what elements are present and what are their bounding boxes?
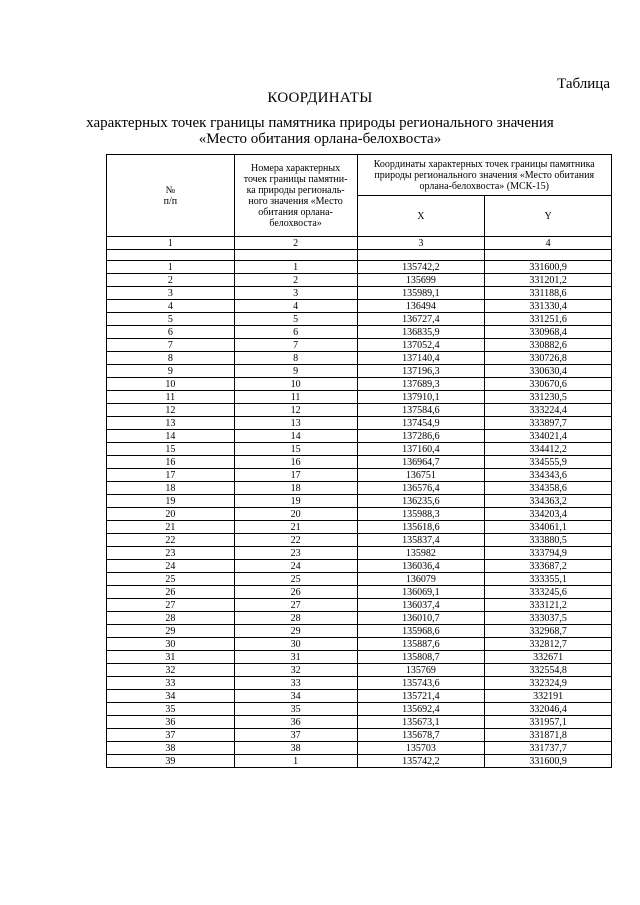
y-coordinate-cell: 331600,9 bbox=[485, 755, 612, 768]
x-coordinate-cell: 135988,3 bbox=[357, 508, 485, 521]
row-number-cell: 33 bbox=[107, 677, 235, 690]
point-number-cell: 20 bbox=[234, 508, 357, 521]
table-row bbox=[107, 378, 612, 391]
table-row bbox=[107, 404, 612, 417]
y-coordinate-cell: 334343,6 bbox=[485, 469, 612, 482]
table-row bbox=[107, 508, 612, 521]
y-coordinate-cell: 332554,8 bbox=[485, 664, 612, 677]
table-row bbox=[107, 690, 612, 703]
point-number-cell: 17 bbox=[234, 469, 357, 482]
point-number-cell: 23 bbox=[234, 547, 357, 560]
row-number-cell: 15 bbox=[107, 443, 235, 456]
point-number-cell: 10 bbox=[234, 378, 357, 391]
row-number-cell: 35 bbox=[107, 703, 235, 716]
y-coordinate-cell: 331737,7 bbox=[485, 742, 612, 755]
coordinates-table bbox=[106, 154, 612, 768]
y-coordinate-cell: 333687,2 bbox=[485, 560, 612, 573]
row-number-cell: 32 bbox=[107, 664, 235, 677]
y-coordinate-cell: 330670,6 bbox=[485, 378, 612, 391]
point-number-cell: 1 bbox=[234, 755, 357, 768]
row-number-cell: 26 bbox=[107, 586, 235, 599]
row-number-cell: 34 bbox=[107, 690, 235, 703]
row-number-cell: 12 bbox=[107, 404, 235, 417]
y-coordinate-cell: 332324,9 bbox=[485, 677, 612, 690]
table-row bbox=[107, 651, 612, 664]
table-row bbox=[107, 313, 612, 326]
table-row bbox=[107, 495, 612, 508]
row-number-cell: 16 bbox=[107, 456, 235, 469]
y-coordinate-cell: 333245,6 bbox=[485, 586, 612, 599]
point-number-cell: 37 bbox=[234, 729, 357, 742]
row-number-cell: 19 bbox=[107, 495, 235, 508]
row-number-cell: 4 bbox=[107, 300, 235, 313]
y-coordinate-cell: 330630,4 bbox=[485, 365, 612, 378]
row-number-cell: 11 bbox=[107, 391, 235, 404]
y-coordinate-cell: 334021,4 bbox=[485, 430, 612, 443]
point-number-cell: 7 bbox=[234, 339, 357, 352]
column-number: 3 bbox=[357, 237, 485, 250]
y-coordinate-cell: 331188,6 bbox=[485, 287, 612, 300]
row-number-cell: 7 bbox=[107, 339, 235, 352]
y-coordinate-cell: 333880,5 bbox=[485, 534, 612, 547]
header-point-number: Номера характерных точек границы памятни-ка природы региональ-ного значения «Место обитания орлана-белохвоста» bbox=[234, 155, 357, 237]
row-number-cell: 24 bbox=[107, 560, 235, 573]
table-row bbox=[107, 703, 612, 716]
point-number-cell: 11 bbox=[234, 391, 357, 404]
spacer-cell bbox=[485, 250, 612, 261]
row-number-cell: 36 bbox=[107, 716, 235, 729]
column-number: 2 bbox=[234, 237, 357, 250]
x-coordinate-cell: 137584,6 bbox=[357, 404, 485, 417]
row-number-cell: 37 bbox=[107, 729, 235, 742]
point-number-cell: 21 bbox=[234, 521, 357, 534]
subtitle-line-2: «Место обитания орлана-белохвоста» bbox=[198, 131, 442, 147]
x-coordinate-cell: 136751 bbox=[357, 469, 485, 482]
point-number-cell: 8 bbox=[234, 352, 357, 365]
y-coordinate-cell: 330882,6 bbox=[485, 339, 612, 352]
x-coordinate-cell: 137140,4 bbox=[357, 352, 485, 365]
table-row bbox=[107, 729, 612, 742]
y-coordinate-cell: 334358,6 bbox=[485, 482, 612, 495]
y-coordinate-cell: 334061,1 bbox=[485, 521, 612, 534]
row-number-cell: 31 bbox=[107, 651, 235, 664]
row-number-cell: 18 bbox=[107, 482, 235, 495]
row-number-cell: 3 bbox=[107, 287, 235, 300]
row-number-cell: 23 bbox=[107, 547, 235, 560]
x-coordinate-cell: 135982 bbox=[357, 547, 485, 560]
x-coordinate-cell: 137160,4 bbox=[357, 443, 485, 456]
row-number-cell: 20 bbox=[107, 508, 235, 521]
y-coordinate-cell: 332968,7 bbox=[485, 625, 612, 638]
row-number-cell: 9 bbox=[107, 365, 235, 378]
table-row bbox=[107, 599, 612, 612]
x-coordinate-cell: 135989,1 bbox=[357, 287, 485, 300]
point-number-cell: 5 bbox=[234, 313, 357, 326]
table-row bbox=[107, 547, 612, 560]
point-number-cell: 28 bbox=[234, 612, 357, 625]
y-coordinate-cell: 334203,4 bbox=[485, 508, 612, 521]
y-coordinate-cell: 332046,4 bbox=[485, 703, 612, 716]
spacer-cell bbox=[357, 250, 485, 261]
subtitle-line-1: характерных точек границы памятника природы регионального значения bbox=[86, 115, 554, 131]
x-coordinate-cell: 136079 bbox=[357, 573, 485, 586]
table-row bbox=[107, 430, 612, 443]
table-row bbox=[107, 742, 612, 755]
table-row bbox=[107, 443, 612, 456]
spacer-row bbox=[107, 250, 612, 261]
x-coordinate-cell: 135703 bbox=[357, 742, 485, 755]
header-x: X bbox=[357, 196, 485, 237]
row-number-cell: 30 bbox=[107, 638, 235, 651]
table-row bbox=[107, 638, 612, 651]
row-number-cell: 10 bbox=[107, 378, 235, 391]
y-coordinate-cell: 334412,2 bbox=[485, 443, 612, 456]
row-number-cell: 1 bbox=[107, 261, 235, 274]
point-number-cell: 15 bbox=[234, 443, 357, 456]
column-number: 1 bbox=[107, 237, 235, 250]
table-row bbox=[107, 482, 612, 495]
spacer-cell bbox=[107, 250, 235, 261]
row-number-cell: 22 bbox=[107, 534, 235, 547]
point-number-cell: 13 bbox=[234, 417, 357, 430]
row-number-cell: 6 bbox=[107, 326, 235, 339]
table-row bbox=[107, 560, 612, 573]
point-number-cell: 38 bbox=[234, 742, 357, 755]
point-number-cell: 26 bbox=[234, 586, 357, 599]
x-coordinate-cell: 137286,6 bbox=[357, 430, 485, 443]
x-coordinate-cell: 136036,4 bbox=[357, 560, 485, 573]
table-caption: Таблица bbox=[557, 76, 610, 92]
table-row bbox=[107, 664, 612, 677]
table-row bbox=[107, 391, 612, 404]
x-coordinate-cell: 136727,4 bbox=[357, 313, 485, 326]
point-number-cell: 1 bbox=[234, 261, 357, 274]
x-coordinate-cell: 135618,6 bbox=[357, 521, 485, 534]
row-number-cell: 39 bbox=[107, 755, 235, 768]
table-row bbox=[107, 261, 612, 274]
row-number-cell: 25 bbox=[107, 573, 235, 586]
x-coordinate-cell: 136964,7 bbox=[357, 456, 485, 469]
y-coordinate-cell: 334363,2 bbox=[485, 495, 612, 508]
point-number-cell: 16 bbox=[234, 456, 357, 469]
point-number-cell: 29 bbox=[234, 625, 357, 638]
x-coordinate-cell: 135837,4 bbox=[357, 534, 485, 547]
row-number-cell: 5 bbox=[107, 313, 235, 326]
y-coordinate-cell: 331330,4 bbox=[485, 300, 612, 313]
document-title: КООРДИНАТЫ bbox=[267, 90, 373, 106]
point-number-cell: 31 bbox=[234, 651, 357, 664]
row-number-cell: 14 bbox=[107, 430, 235, 443]
row-number-cell: 27 bbox=[107, 599, 235, 612]
x-coordinate-cell: 137689,3 bbox=[357, 378, 485, 391]
point-number-cell: 30 bbox=[234, 638, 357, 651]
table-row bbox=[107, 573, 612, 586]
row-number-cell: 21 bbox=[107, 521, 235, 534]
x-coordinate-cell: 136010,7 bbox=[357, 612, 485, 625]
y-coordinate-cell: 333794,9 bbox=[485, 547, 612, 560]
point-number-cell: 18 bbox=[234, 482, 357, 495]
y-coordinate-cell: 331230,5 bbox=[485, 391, 612, 404]
x-coordinate-cell: 136037,4 bbox=[357, 599, 485, 612]
table-row bbox=[107, 287, 612, 300]
y-coordinate-cell: 333355,1 bbox=[485, 573, 612, 586]
header-y: Y bbox=[485, 196, 612, 237]
x-coordinate-cell: 136069,1 bbox=[357, 586, 485, 599]
x-coordinate-cell: 135692,4 bbox=[357, 703, 485, 716]
x-coordinate-cell: 137910,1 bbox=[357, 391, 485, 404]
point-number-cell: 4 bbox=[234, 300, 357, 313]
point-number-cell: 12 bbox=[234, 404, 357, 417]
row-number-cell: 2 bbox=[107, 274, 235, 287]
x-coordinate-cell: 135742,2 bbox=[357, 261, 485, 274]
row-number-cell: 28 bbox=[107, 612, 235, 625]
y-coordinate-cell: 331871,8 bbox=[485, 729, 612, 742]
table-row bbox=[107, 339, 612, 352]
x-coordinate-cell: 135742,2 bbox=[357, 755, 485, 768]
x-coordinate-cell: 136494 bbox=[357, 300, 485, 313]
header-number: № п/п bbox=[107, 155, 235, 237]
x-coordinate-cell: 135673,1 bbox=[357, 716, 485, 729]
y-coordinate-cell: 331251,6 bbox=[485, 313, 612, 326]
y-coordinate-cell: 332812,7 bbox=[485, 638, 612, 651]
table-row bbox=[107, 352, 612, 365]
point-number-cell: 25 bbox=[234, 573, 357, 586]
table-row bbox=[107, 417, 612, 430]
table-row bbox=[107, 521, 612, 534]
point-number-cell: 2 bbox=[234, 274, 357, 287]
table-row bbox=[107, 456, 612, 469]
header-coordinates: Координаты характерных точек границы памятника природы регионального значения «Место обитания орлана-белохвоста» (МСК-15) bbox=[357, 155, 612, 196]
y-coordinate-cell: 330726,8 bbox=[485, 352, 612, 365]
point-number-cell: 36 bbox=[234, 716, 357, 729]
table-row bbox=[107, 274, 612, 287]
table-row bbox=[107, 469, 612, 482]
y-coordinate-cell: 332671 bbox=[485, 651, 612, 664]
x-coordinate-cell: 135743,6 bbox=[357, 677, 485, 690]
table-row bbox=[107, 586, 612, 599]
table-row bbox=[107, 677, 612, 690]
x-coordinate-cell: 135808,7 bbox=[357, 651, 485, 664]
y-coordinate-cell: 333121,2 bbox=[485, 599, 612, 612]
column-number: 4 bbox=[485, 237, 612, 250]
point-number-cell: 22 bbox=[234, 534, 357, 547]
document-subtitle bbox=[0, 115, 640, 147]
x-coordinate-cell: 135769 bbox=[357, 664, 485, 677]
point-number-cell: 9 bbox=[234, 365, 357, 378]
row-number-cell: 8 bbox=[107, 352, 235, 365]
x-coordinate-cell: 135678,7 bbox=[357, 729, 485, 742]
x-coordinate-cell: 137052,4 bbox=[357, 339, 485, 352]
y-coordinate-cell: 331957,1 bbox=[485, 716, 612, 729]
table-row bbox=[107, 625, 612, 638]
x-coordinate-cell: 137454,9 bbox=[357, 417, 485, 430]
table-row bbox=[107, 716, 612, 729]
x-coordinate-cell: 135721,4 bbox=[357, 690, 485, 703]
table-row bbox=[107, 326, 612, 339]
y-coordinate-cell: 334555,9 bbox=[485, 456, 612, 469]
point-number-cell: 35 bbox=[234, 703, 357, 716]
x-coordinate-cell: 136235,6 bbox=[357, 495, 485, 508]
table-row bbox=[107, 365, 612, 378]
y-coordinate-cell: 333897,7 bbox=[485, 417, 612, 430]
point-number-cell: 32 bbox=[234, 664, 357, 677]
table-row bbox=[107, 534, 612, 547]
point-number-cell: 6 bbox=[234, 326, 357, 339]
point-number-cell: 3 bbox=[234, 287, 357, 300]
y-coordinate-cell: 330968,4 bbox=[485, 326, 612, 339]
row-number-cell: 17 bbox=[107, 469, 235, 482]
x-coordinate-cell: 136576,4 bbox=[357, 482, 485, 495]
y-coordinate-cell: 333224,4 bbox=[485, 404, 612, 417]
x-coordinate-cell: 136835,9 bbox=[357, 326, 485, 339]
point-number-cell: 14 bbox=[234, 430, 357, 443]
x-coordinate-cell: 135699 bbox=[357, 274, 485, 287]
x-coordinate-cell: 137196,3 bbox=[357, 365, 485, 378]
point-number-cell: 27 bbox=[234, 599, 357, 612]
table-row bbox=[107, 300, 612, 313]
row-number-cell: 38 bbox=[107, 742, 235, 755]
table-row bbox=[107, 755, 612, 768]
row-number-cell: 29 bbox=[107, 625, 235, 638]
row-number-cell: 13 bbox=[107, 417, 235, 430]
point-number-cell: 33 bbox=[234, 677, 357, 690]
x-coordinate-cell: 135887,6 bbox=[357, 638, 485, 651]
spacer-cell bbox=[234, 250, 357, 261]
point-number-cell: 24 bbox=[234, 560, 357, 573]
column-number-row bbox=[107, 237, 612, 250]
y-coordinate-cell: 331600,9 bbox=[485, 261, 612, 274]
point-number-cell: 19 bbox=[234, 495, 357, 508]
y-coordinate-cell: 331201,2 bbox=[485, 274, 612, 287]
y-coordinate-cell: 333037,5 bbox=[485, 612, 612, 625]
table-row bbox=[107, 612, 612, 625]
x-coordinate-cell: 135968,6 bbox=[357, 625, 485, 638]
point-number-cell: 34 bbox=[234, 690, 357, 703]
y-coordinate-cell: 332191 bbox=[485, 690, 612, 703]
